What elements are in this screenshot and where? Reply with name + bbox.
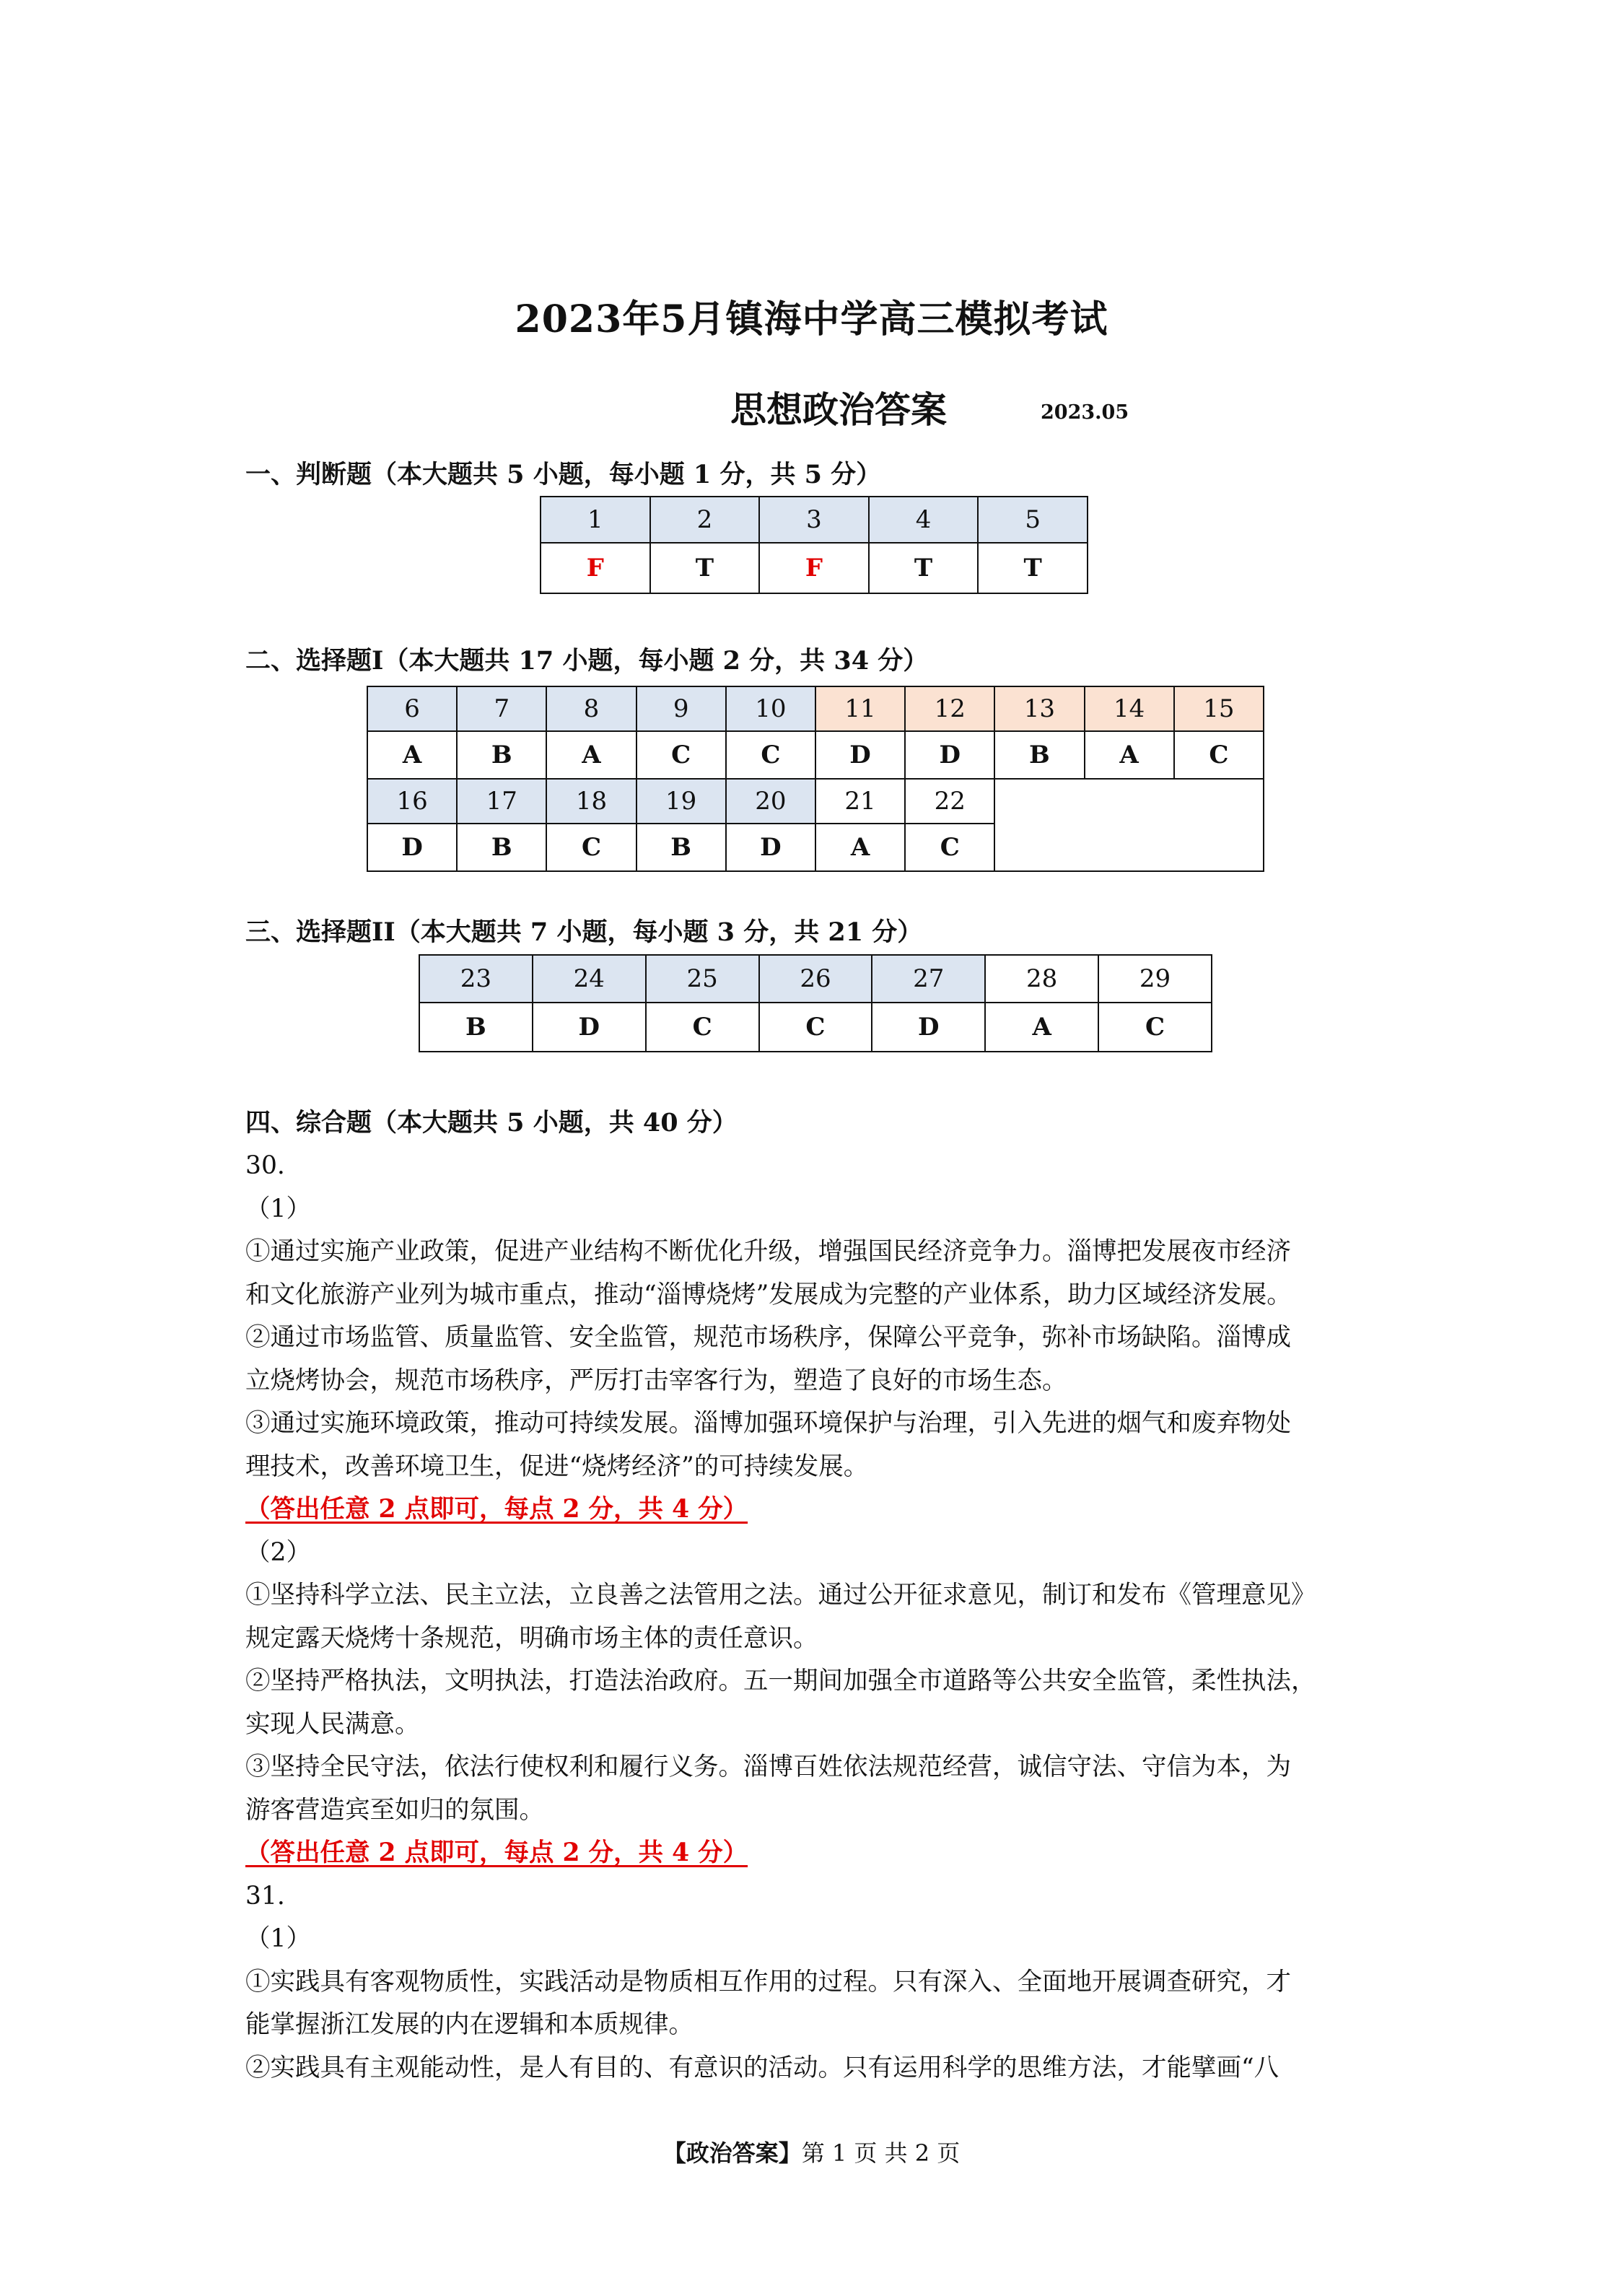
table-cell-number: 13 <box>994 686 1084 731</box>
answer-line: 实现人民满意。 <box>245 1709 420 1739</box>
table-cell-number: 7 <box>457 686 546 731</box>
answer-line: ①实践具有客观物质性，实践活动是物质相互作用的过程。只有深入、全面地开展调查研究，才 <box>245 1967 1291 1996</box>
table-cell-answer: C <box>759 1003 872 1052</box>
table-cell-answer: D <box>533 1003 646 1052</box>
table-cell-number: 15 <box>1174 686 1264 731</box>
table-cell-number: 24 <box>533 955 646 1003</box>
table-cell-number: 23 <box>419 955 533 1003</box>
table-cell-answer: A <box>1085 731 1174 779</box>
table-cell-number: 22 <box>905 779 994 824</box>
answer-line: ②实践具有主观能动性，是人有目的、有意识的活动。只有运用科学的思维方法，才能擘画“八 <box>245 2053 1279 2082</box>
table-cell-answer: C <box>646 1003 759 1052</box>
table-cell-number: 26 <box>759 955 872 1003</box>
table-cell-answer: B <box>457 731 546 779</box>
table-cell-answer: D <box>905 731 994 779</box>
answer-line: 理技术，改善环境卫生，促进“烧烤经济”的可持续发展。 <box>245 1452 869 1481</box>
answer-line: ③坚持全民守法，依法行使权利和履行义务。淄博百姓依法规范经营，诚信守法、守信为本，为 <box>245 1752 1291 1781</box>
table-cell-answer: A <box>985 1003 1098 1052</box>
table-cell-answer: A <box>367 731 457 779</box>
table-cell-number: 25 <box>646 955 759 1003</box>
page-subtitle: 思想政治答案 <box>730 388 947 431</box>
sub-question-label: （1） <box>245 1924 311 1953</box>
page-date: 2023.05 <box>1041 401 1129 424</box>
table-cell-answer: F <box>541 543 650 593</box>
table-cell-number: 17 <box>457 779 546 824</box>
table-cell-number: 11 <box>815 686 905 731</box>
table-cell-number: 21 <box>815 779 905 824</box>
table-cell-number: 29 <box>1098 955 1212 1003</box>
answer-line: ②坚持严格执法，文明执法，打造法治政府。五一期间加强全市道路等公共安全监管，柔性执法， <box>245 1667 1316 1695</box>
answer-line: 游客营造宾至如归的氛围。 <box>245 1795 544 1825</box>
table-cell-answer: C <box>636 731 726 779</box>
sub-question-label: （1） <box>245 1194 311 1223</box>
table-cell-number: 6 <box>367 686 457 731</box>
table-cell-number: 8 <box>546 686 636 731</box>
table-cell-number: 9 <box>636 686 726 731</box>
section2-table <box>367 686 1264 872</box>
table-cell-answer: C <box>905 824 994 871</box>
answer-line: ①坚持科学立法、民主立法，立良善之法管用之法。通过公开征求意见，制订和发布《管理意见》 <box>245 1581 1316 1610</box>
table-cell-number: 16 <box>367 779 457 824</box>
table-cell-number: 2 <box>650 497 760 543</box>
section3-heading: 三、选择题II（本大题共 7 小题，每小题 3 分，共 21 分） <box>245 917 923 947</box>
table-cell-answer: D <box>872 1003 985 1052</box>
section1-table <box>540 496 1088 594</box>
table-cell-number: 3 <box>759 497 869 543</box>
question-number: 30. <box>245 1151 285 1180</box>
table-cell-answer: C <box>546 824 636 871</box>
answer-line: 立烧烤协会，规范市场秩序，严厉打击宰客行为，塑造了良好的市场生态。 <box>245 1366 1067 1395</box>
answer-line: 规定露天烧烤十条规范，明确市场主体的责任意识。 <box>245 1623 818 1653</box>
table-cell-answer: D <box>367 824 457 871</box>
answer-line: 和文化旅游产业列为城市重点，推动“淄博烧烤”发展成为完整的产业体系，助力区域经济发展。 <box>245 1280 1292 1309</box>
table-cell-number: 12 <box>905 686 994 731</box>
table-cell-number: 27 <box>872 955 985 1003</box>
page-number: 第 1 页 共 2 页 <box>801 2139 961 2167</box>
answer-body <box>245 1145 1386 2090</box>
scoring-note: （答出任意 2 点即可，每点 2 分，共 4 分） <box>245 1838 748 1867</box>
table-cell-answer: T <box>978 543 1088 593</box>
answer-line: ②通过市场监管、质量监管、安全监管，规范市场秩序，保障公平竞争，弥补市场缺陷。淄博成 <box>245 1323 1291 1352</box>
table-cell-answer: C <box>1174 731 1264 779</box>
table-cell-answer: T <box>869 543 979 593</box>
table-cell-number: 19 <box>636 779 726 824</box>
table-cell-answer: A <box>815 824 905 871</box>
table-cell-answer: B <box>636 824 726 871</box>
table-cell-answer: F <box>759 543 869 593</box>
table-cell-answer: B <box>457 824 546 871</box>
table-cell-answer: B <box>994 731 1084 779</box>
section2-heading: 二、选择题I（本大题共 17 小题，每小题 2 分，共 34 分） <box>245 646 929 676</box>
section4-heading: 四、综合题（本大题共 5 小题，共 40 分） <box>245 1108 738 1138</box>
table-cell-number: 14 <box>1085 686 1174 731</box>
table-cell-number: 10 <box>726 686 815 731</box>
table-cell-answer: T <box>650 543 760 593</box>
table-cell-number: 1 <box>541 497 650 543</box>
table-cell-number: 28 <box>985 955 1098 1003</box>
table-empty-cell <box>994 779 1264 871</box>
table-cell-number: 4 <box>869 497 979 543</box>
table-cell-answer: D <box>815 731 905 779</box>
sub-question-label: （2） <box>245 1537 311 1567</box>
page-title: 2023年5月镇海中学高三模拟考试 <box>515 297 1108 341</box>
answer-line: ①通过实施产业政策，促进产业结构不断优化升级，增强国民经济竞争力。淄博把发展夜市经济 <box>245 1237 1291 1266</box>
page-footer <box>0 2135 1623 2168</box>
table-cell-answer: B <box>419 1003 533 1052</box>
section1-heading: 一、判断题（本大题共 5 小题，每小题 1 分，共 5 分） <box>245 460 882 489</box>
table-cell-number: 20 <box>726 779 815 824</box>
section3-table <box>419 954 1212 1052</box>
table-cell-answer: C <box>1098 1003 1212 1052</box>
footer-label: 【政治答案】 <box>662 2139 802 2167</box>
scoring-note: （答出任意 2 点即可，每点 2 分，共 4 分） <box>245 1495 748 1524</box>
table-cell-answer: C <box>726 731 815 779</box>
table-cell-answer: D <box>726 824 815 871</box>
answer-line: 能掌握浙江发展的内在逻辑和本质规律。 <box>245 2010 694 2039</box>
table-cell-answer: A <box>546 731 636 779</box>
answer-line: ③通过实施环境政策，推动可持续发展。淄博加强环境保护与治理，引入先进的烟气和废弃物处 <box>245 1409 1291 1438</box>
table-cell-number: 5 <box>978 497 1088 543</box>
question-number: 31. <box>245 1881 285 1911</box>
table-cell-number: 18 <box>546 779 636 824</box>
